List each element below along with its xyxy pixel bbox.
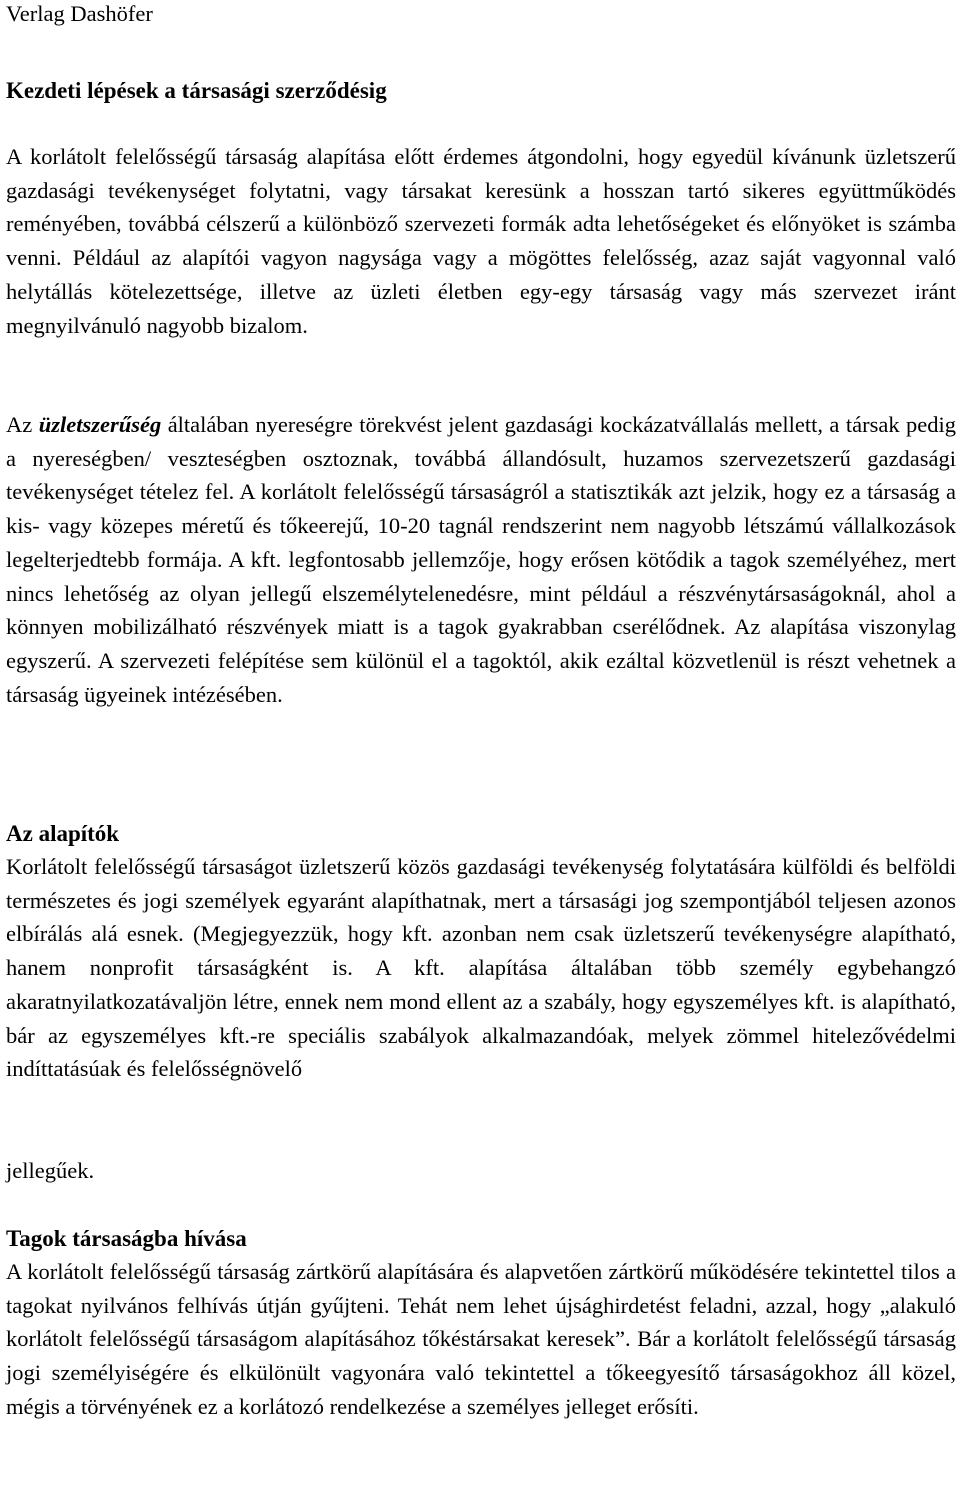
business-rest: általában nyereségre törekvést jelent gazdasági kockázatvállalás mellett, a társak pedig a nyereségben/ veszteségben osztoznak, továbbá állandósult, huzamos szervezetszerű gazdasági tevékenységet tételez fel. A korlátolt felelősségű társaságról a statisztikák azt jelzik, hogy ez a társaság a kis- vagy közepes méretű és tőkeerejű, 10-20 tagnál rendszerint nem nagyobb létszámú vállalkozások legelterjedtebb formája. A kft. legfontosabb jellemzője, hogy erősen kötődik a tagok személyéhez, mert nincs lehetőség az olyan jellegű elszemélytelenedésre, mint például a részvénytársaságoknál, ahol a könnyen mobilizálható részvények miatt is a tagok gyakrabban cserélődnek. Az alapítása viszonylag egyszerű. A szervezeti felépítése sem különül el a tagoktól, akik ezáltal közvetlenül is részt vehetnek a társaság ügyeinek intézésében. — [6, 412, 957, 707]
publisher-name: Verlag Dashöfer — [6, 1, 153, 26]
intro-paragraph: A korlátolt felelősségű társaság alapítása előtt érdemes átgondolni, hogy egyedül kívánunk üzletszerű gazdasági tevékenységet folytatni, vagy társakat keresünk a hosszan tartó sikeres együttműködés reményében, továbbá célszerű a különböző szervezeti formák adta lehetőségeket és előnyöket is számba venni. Például az alapítói vagyon nagysága vagy a mögöttes felelősség, azaz saját vagyonnal való helytállás kötelezettsége, illetve az üzleti életben egy-egy társaság vagy más szervezet iránt megnyilvánuló nagyobb bizalom. — [6, 144, 956, 338]
business-paragraph — [6, 408, 956, 711]
founders-paragraph-tail: jellegűek. — [6, 1158, 95, 1183]
founders-paragraph: Korlátolt felelősségű társaságot üzletszerű közös gazdasági tevékenység folytatására külföldi és belföldi természetes és jogi személyek egyaránt alapíthatnak, mert a társasági jog szempontjából teljesen azonos elbírálás alá esnek. (Megjegyezzük, hogy kft. azonban nem csak üzletszerű tevékenységre alapítható, hanem nonprofit társaságként is. A kft. alapítása általában több személy egybehangzó akaratnyilatkozatávaljön létre, ennek nem mond ellent az a szabály, hogy egyszemélyes kft. is alapítható, bár az egyszemélyes kft.-re speciális szabályok alkalmazandóak, melyek zömmel hitelezővédelmi indíttatásúak és felelősségnövelő — [6, 854, 956, 1082]
document-title: Kezdeti lépések a társasági szerződésig — [6, 78, 387, 103]
business-lead: Az — [6, 412, 33, 437]
members-paragraph: A korlátolt felelősségű társaság zártkörű alapítására és alapvetően zártkörű működésére tekintettel tilos a tagokat nyilvános felhívás útján gyűjteni. Tehát nem lehet újsághirdetést feladni, azzal, hogy „alakuló korlátolt felelősségű társaságom alapításához tőkéstársakat keresek”. Bár a korlátolt felelősségű társaság jogi személyiségére és elkülönült vagyonára való tekintettel a tőkeegyesítő társaságokhoz áll közel, mégis a törvényének ez a korlátozó rendelkezése a személyes jelleget erősíti. — [6, 1259, 956, 1419]
section-heading-members: Tagok társaságba hívása — [6, 1226, 247, 1251]
section-heading-founders: Az alapítók — [6, 821, 120, 846]
business-keyword: üzletszerűség — [38, 412, 162, 437]
